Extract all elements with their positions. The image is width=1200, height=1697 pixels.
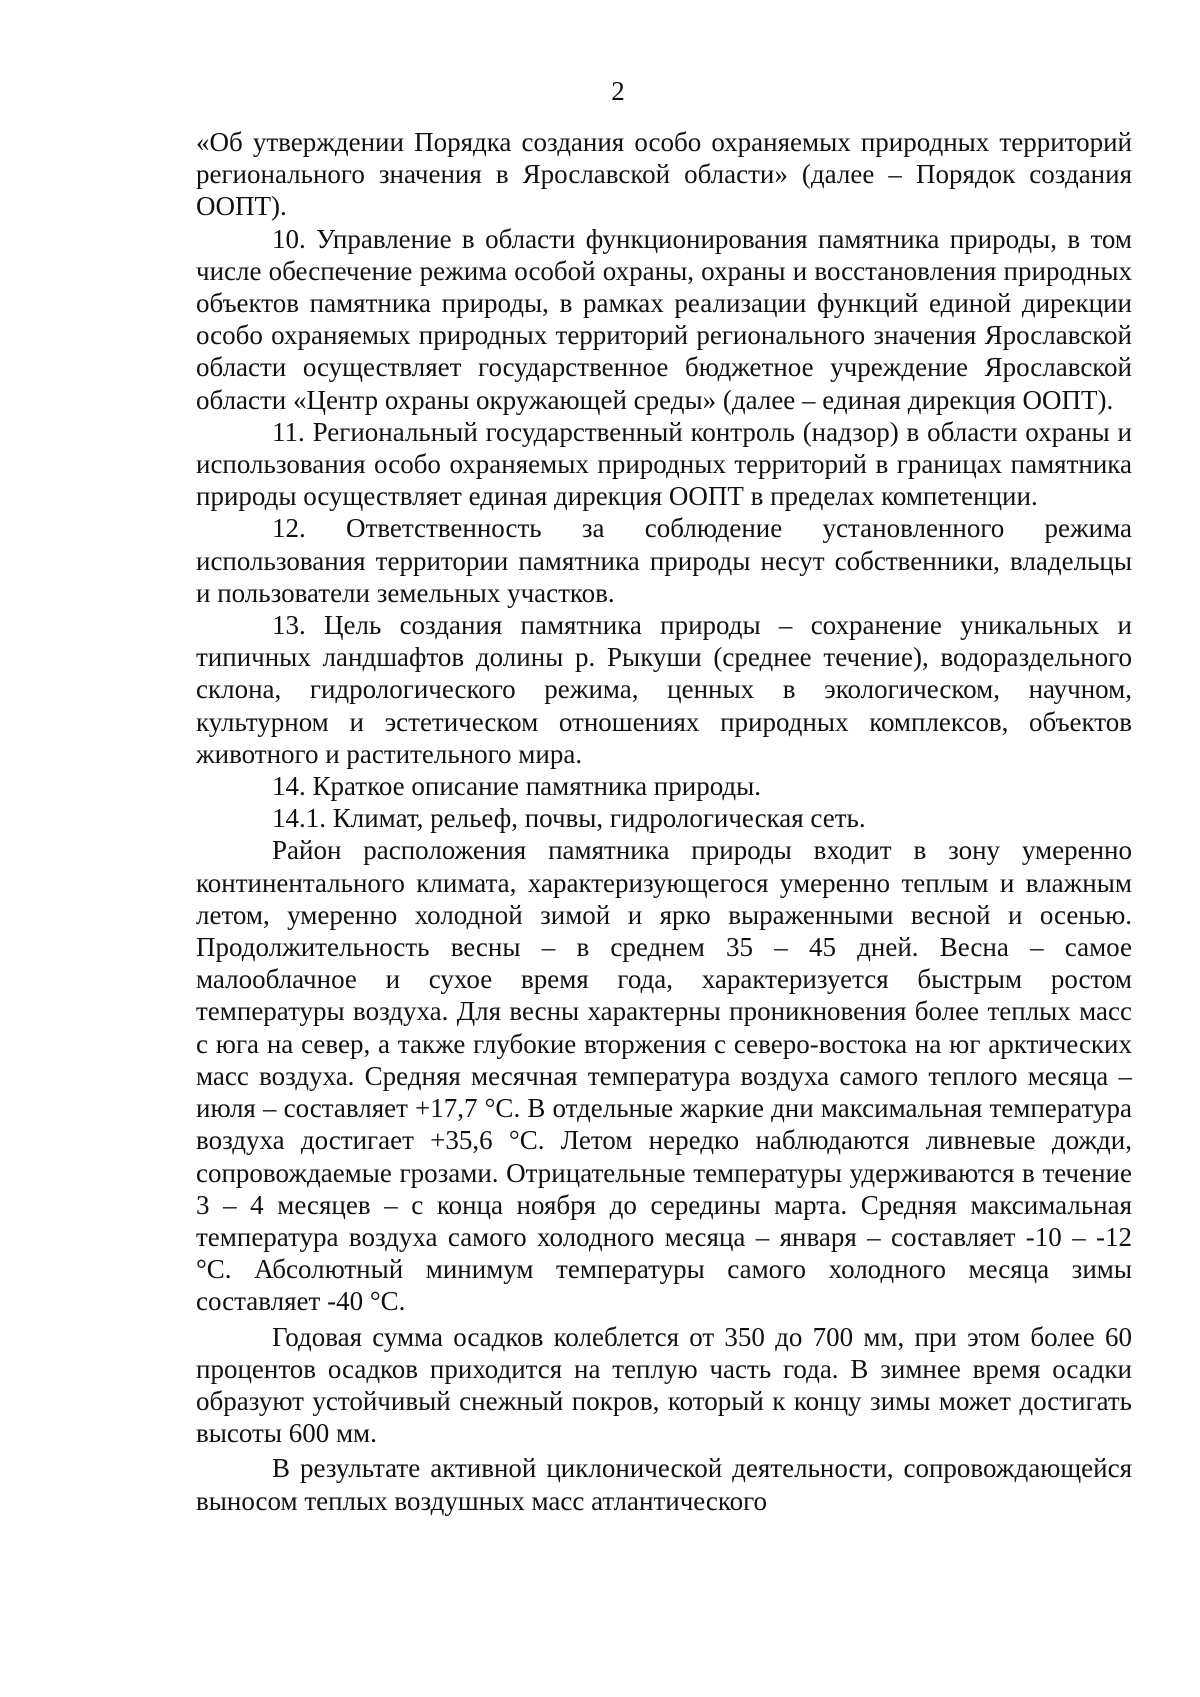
paragraph-climate: Район расположения памятника природы входит в зону умеренно континентального климата, характеризующегося умеренно теплым и влажным летом, умеренно холодной зимой и ярко выраженными весной и осенью. Продолжительность весны – в среднем 35 – 45 дней. Весна – самое малооблачное и сухое время года, характеризуется быстрым ростом температуры воздуха. Для весны характерны проникновения более теплых масс с юга на север, а также глубокие вторжения с северо-востока на юг арктических масс воздуха. Средняя месячная температура воздуха самого теплого месяца – июля – составляет +17,7 °С. В отдельные жаркие дни максимальная температура воздуха достигает +35,6 °С. Летом нередко наблюдаются ливневые дожди, сопровождаемые грозами. Отрицательные температуры удерживаются в течение 3 – 4 месяцев – с конца ноября до середины марта. Средняя максимальная температура воздуха самого холодного месяца – января – составляет -10 – -12 °С. Абсолютный минимум температуры самого холодного месяца зимы составляет -40 °С. <box>196 835 1132 1317</box>
paragraph-order-reference: «Об утверждении Порядка создания особо охраняемых природных территорий регионального значения в Ярославской области» (далее – Порядок создания ООПТ). <box>196 127 1132 222</box>
paragraph-13-purpose: 13. Цель создания памятника природы – сохранение уникальных и типичных ландшафтов долины р. Рыкуши (среднее течение), водораздельного склона, гидрологического режима, ценных в экологическом, научном, культурном и эстетическом отношениях природных комплексов, объектов животного и растительного мира. <box>196 610 1132 769</box>
paragraph-cyclonic-activity: В результате активной циклонической деятельности, сопровождающейся выносом теплых воздушных масс атлантического <box>196 1453 1132 1516</box>
paragraph-10-management: 10. Управление в области функционирования памятника природы, в том числе обеспечение режима особой охраны, охраны и восстановления природных объектов памятника природы, в рамках реализации функций единой дирекции особо охраняемых природных территорий регионального значения Ярославской области осуществляет государственное бюджетное учреждение Ярославской области «Центр охраны окружающей среды» (далее – единая дирекция ООПТ). <box>196 223 1132 415</box>
paragraph-14-1-climate-heading: 14.1. Климат, рельеф, почвы, гидрологическая сеть. <box>272 803 866 834</box>
page-number: 2 <box>611 76 625 106</box>
paragraph-11-control: 11. Региональный государственный контроль (надзор) в области охраны и использования особо охраняемых природных территорий в границах памятника природы осуществляет единая дирекция ООПТ в пределах компетенции. <box>196 416 1132 512</box>
paragraph-12-responsibility: 12. Ответственность за соблюдение установленного режима использования территории памятника природы несут собственники, владельцы и пользователи земельных участков. <box>196 513 1132 608</box>
paragraph-14-description-heading: 14. Краткое описание памятника природы. <box>272 771 762 802</box>
paragraph-precipitation: Годовая сумма осадков колеблется от 350 до 700 мм, при этом более 60 процентов осадков приходится на теплую часть года. В зимнее время осадки образуют устойчивый снежный покров, который к концу зимы может достигать высоты 600 мм. <box>196 1321 1132 1449</box>
document-body <box>196 126 1132 1517</box>
